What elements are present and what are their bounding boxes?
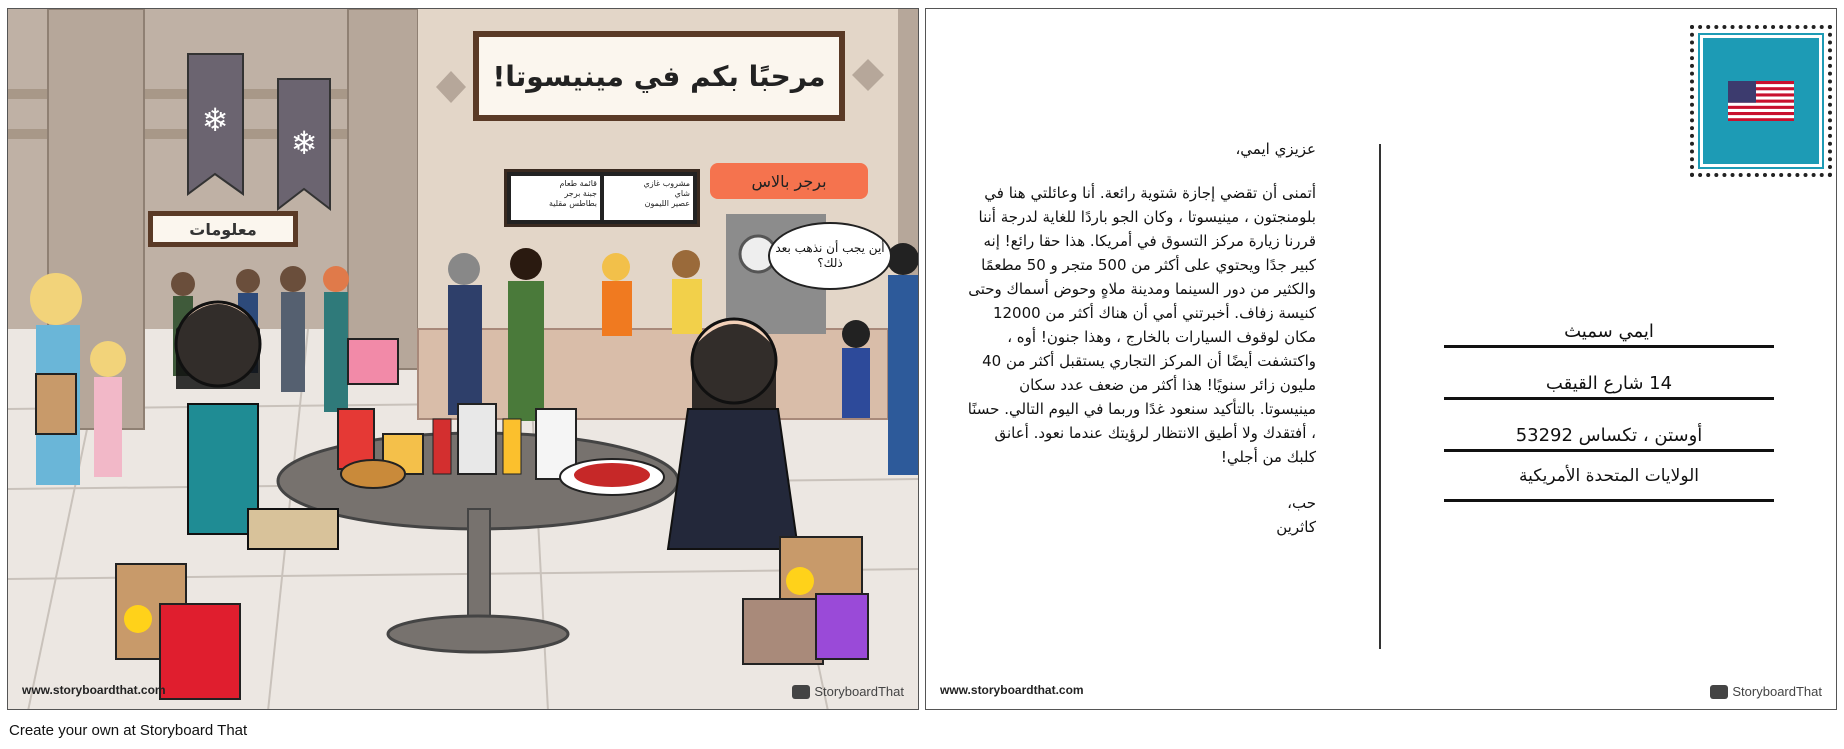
menu-item: عصير الليمون [644, 199, 690, 208]
address-street: 14 شارع القيقب [1545, 373, 1673, 394]
scene-panel [7, 8, 919, 710]
address-city: أوستن ، تكساس 53292 [1515, 425, 1703, 446]
menu-board-right [604, 176, 693, 220]
storyboardthat-logo-icon [1710, 685, 1728, 699]
welcome-sign-text: مرحبًا بكم في مينيسوتا! [479, 37, 839, 115]
address-line [1444, 345, 1774, 348]
postage-stamp [1690, 25, 1832, 177]
storyboardthat-logo-icon [792, 685, 810, 699]
welcome-sign [473, 31, 845, 121]
menu-item: قائمة طعام [559, 179, 597, 188]
address-line [1444, 499, 1774, 502]
address-name: ايمي سميث [1564, 321, 1654, 342]
postcard-panel [925, 8, 1837, 710]
watermark-brand-text: StoryboardThat [1732, 684, 1822, 699]
menu-board-left [511, 176, 600, 220]
watermark-url[interactable]: www.storyboardthat.com [22, 683, 166, 697]
burger-shop-sign: برجر بالاس [710, 163, 868, 199]
info-sign: معلومات [148, 211, 298, 247]
menu-board [504, 169, 700, 227]
footer-link[interactable]: Create your own at Storyboard That [9, 722, 248, 739]
address-country: الولايات المتحدة الأمريكية [1518, 466, 1700, 486]
watermark-brand-text: StoryboardThat [814, 684, 904, 699]
letter-body: أتمنى أن تقضي إجازة شتوية رائعة. أنا وعائلتي هنا في بلومنجتون ، مينيسوتا ، وكان الجو باردًا للغاية لدرجة أننا قررنا زيارة مركز التسوق في أمريكا. هذا حقا رائع! إنه كبير جدًا ويحتوي على أكثر من 500 متجر و 50 مطعمًا والكثير من دور السينما ومدينة ملاهٍ وحوض أسماك وحتى كنيسة زفاف. أخبرتني أمي أن هناك أكثر من 12000 مكان لوقوف السيارات بالخارج ، وهذا جنون! أوه ، واكتشفت أيضًا أن المركز التجاري يستقبل أكثر من 40 مليون زائر سنويًا! هذا أكثر من ضعف عدد سكان مينيسوتا. بالتأكيد سنعود غدًا وربما في اليوم التالي. حسنًا ، أفتقدك ولا أطيق الانتظار لرؤيتك عندما نعود. أعانق كلبك من أجلي! [967, 184, 1316, 466]
menu-item: مشروب غازي [643, 179, 690, 188]
speech-bubble: أين يجب أن نذهب بعد ذلك؟ [768, 222, 892, 290]
menu-item: شاي [674, 189, 690, 198]
letter-closing: حب، [1287, 494, 1316, 512]
postcard-letter [966, 137, 1316, 539]
address-line [1444, 397, 1774, 400]
letter-signature: كاثرين [1276, 518, 1316, 536]
svg-text:❄: ❄ [290, 124, 318, 162]
watermark-brand[interactable] [1710, 684, 1822, 699]
letter-greeting: عزيزي ايمي، [1235, 140, 1316, 158]
svg-text:❄: ❄ [201, 101, 229, 139]
watermark-url[interactable]: www.storyboardthat.com [940, 683, 1084, 697]
menu-item: بطاطس مقلية [548, 199, 597, 208]
address-line [1444, 449, 1774, 452]
menu-item: جبنة برجر [564, 189, 597, 198]
stamp-frame [1700, 35, 1822, 167]
watermark-brand[interactable] [792, 684, 904, 699]
us-flag-icon [1728, 81, 1794, 121]
postcard-divider [1379, 144, 1381, 649]
